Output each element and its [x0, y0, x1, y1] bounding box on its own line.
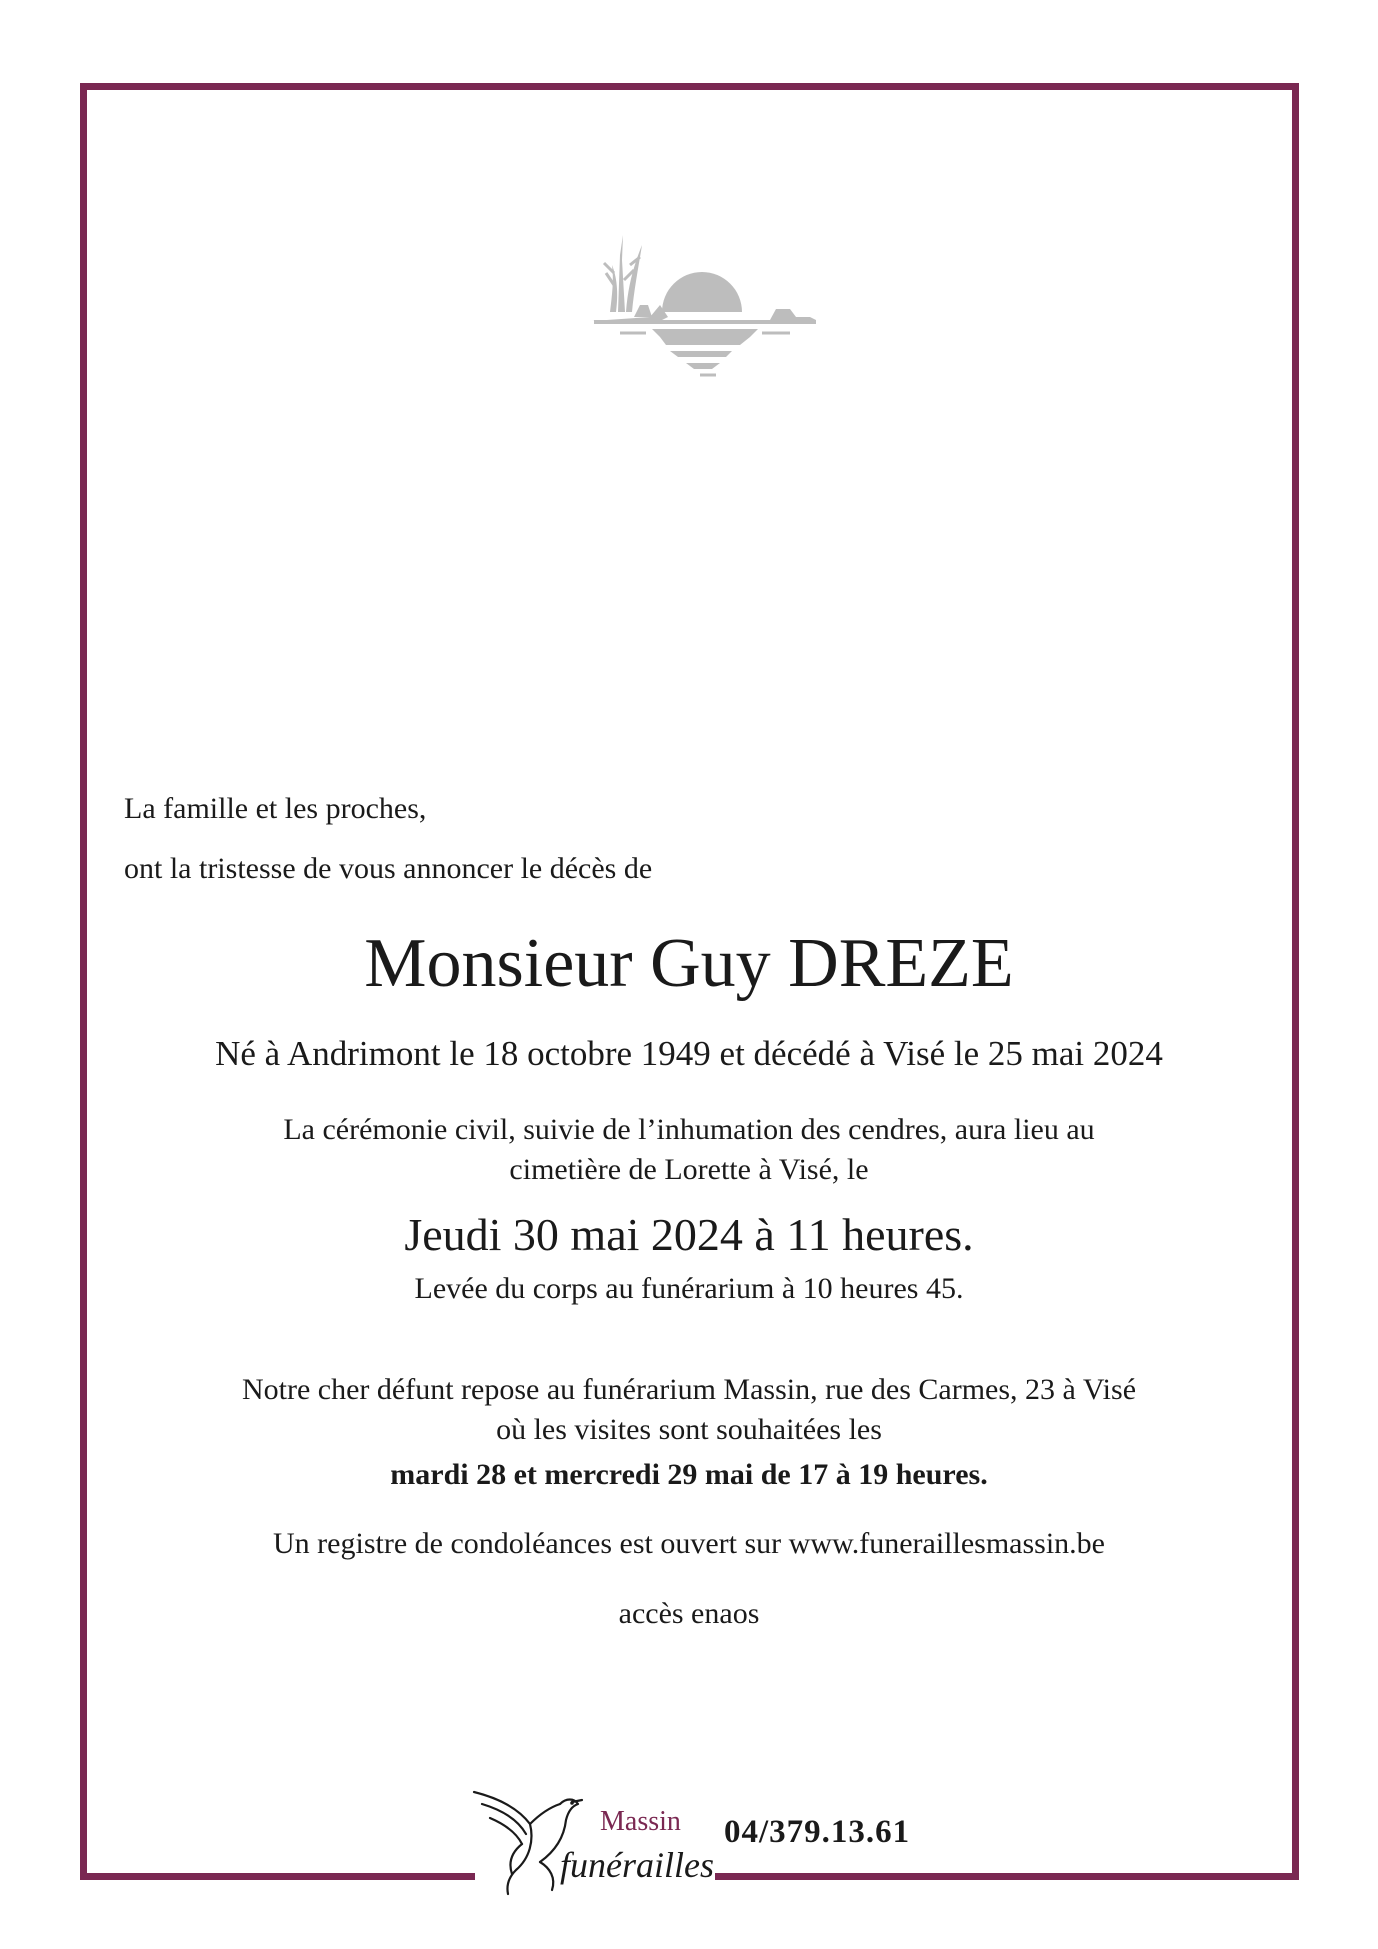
- dove-icon: [468, 1778, 708, 1908]
- rest-line-2: où les visites sont souhaitées les: [496, 1413, 882, 1446]
- ceremony-datetime: Jeudi 30 mai 2024 à 11 heures.: [404, 1209, 974, 1260]
- levee-line: Levée du corps au funérarium à 10 heures 45.: [414, 1272, 964, 1305]
- intro-line-announcement: ont la tristesse de vous annoncer le décès de: [124, 852, 653, 885]
- condolence-register: Un registre de condoléances est ouvert sur www.funeraillesmassin.be: [273, 1527, 1105, 1560]
- birth-death-line: Né à Andrimont le 18 octobre 1949 et décédé à Visé le 25 mai 2024: [215, 1034, 1163, 1073]
- rest-details: [0, 1370, 1378, 1450]
- intro-line-family: La famille et les proches,: [124, 792, 427, 825]
- ceremony-details: [0, 1110, 1378, 1190]
- logo-funerailles: funérailles: [560, 1845, 714, 1885]
- ceremony-line-1: La cérémonie civil, suivie de l’inhumation des cendres, aura lieu au: [283, 1113, 1095, 1146]
- visit-times: mardi 28 et mercredi 29 mai de 17 à 19 heures.: [390, 1458, 988, 1491]
- sunset-reeds-emblem: [590, 225, 820, 400]
- logo-massin: Massin: [600, 1806, 681, 1837]
- access-note: accès enaos: [618, 1597, 760, 1630]
- rest-line-1: Notre cher défunt repose au funérarium Massin, rue des Carmes, 23 à Visé: [241, 1373, 1137, 1406]
- deceased-name: Monsieur Guy DREZE: [364, 925, 1014, 1002]
- ceremony-line-2: cimetière de Lorette à Visé, le: [509, 1153, 869, 1186]
- phone-number: 04/379.13.61: [724, 1814, 911, 1850]
